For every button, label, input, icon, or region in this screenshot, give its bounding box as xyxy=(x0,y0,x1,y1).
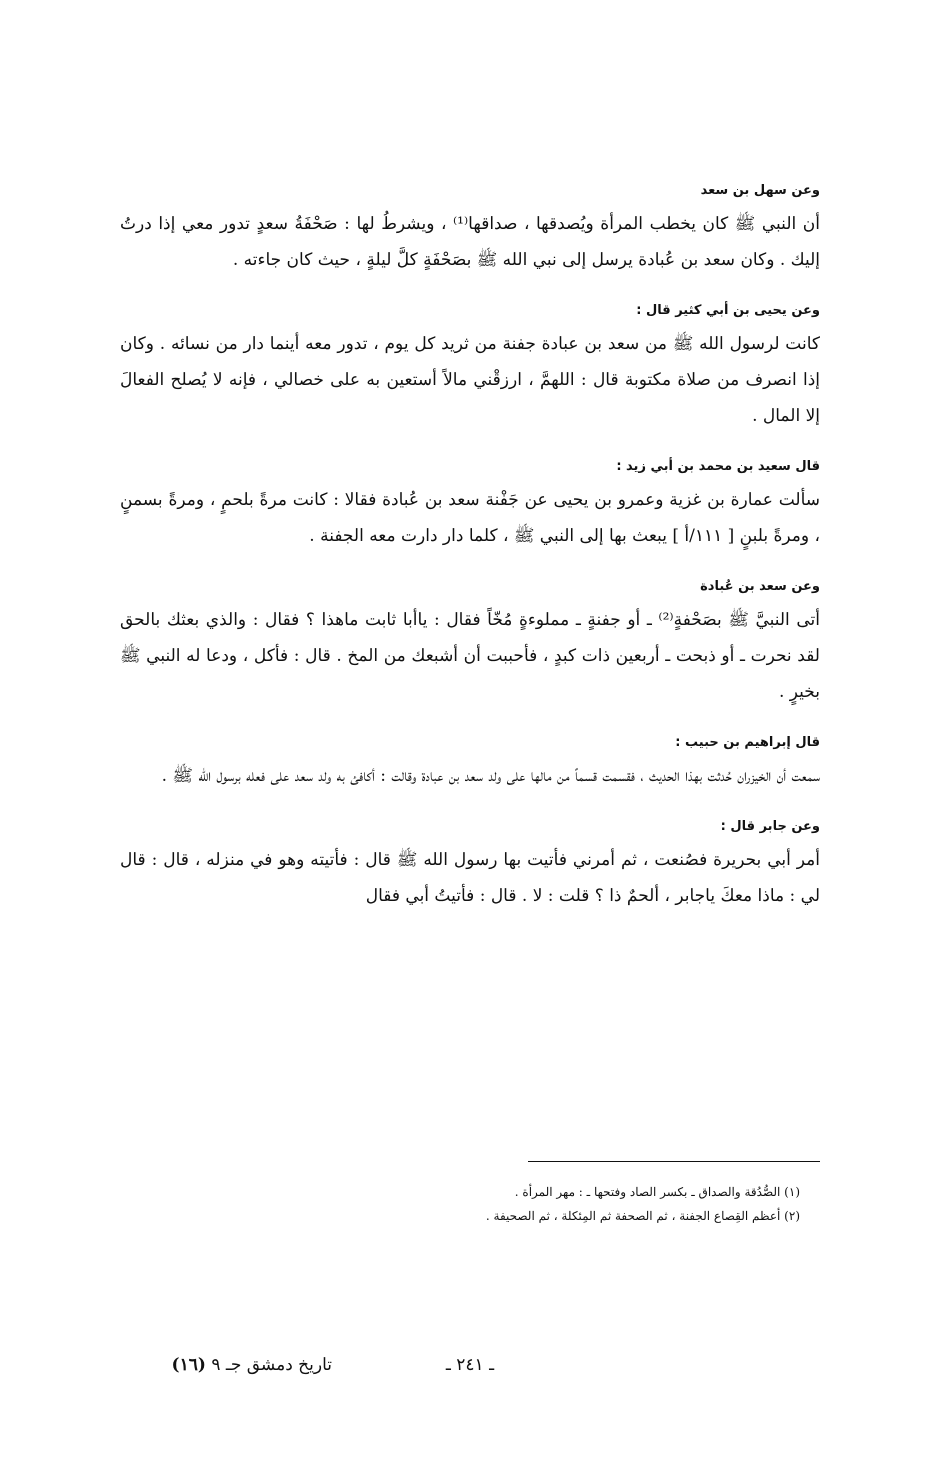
section-text: أمر أبي بحريرة فصُنعت ، ثم أمرني فأتيت بها رسول الله ﷺ قال : فأتيته وهو في منزله ، قال : قال لي : ماذا معكَ ياجابر ، ألحمٌ ذا ؟ قلت : لا . قال : فأتيتُ أبي فقال xyxy=(120,850,820,906)
footnote-2: (٢) أعظم القِصاع الجفنة ، ثم الصحفة ثم المِئكلة ، ثم الصحيفة . xyxy=(485,1209,800,1223)
section-text: أن النبي ﷺ كان يخطب المرأة ويُصدقها ، صداقها⁽¹⁾ ، ويشرطُ لها : صَحْفَةُ سعدٍ تدور معي إذا درتُ إليك . وكان سعد بن عُبادة يرسل إلى نبي الله ﷺ بصَحْفَةٍ كلَّ ليلةٍ ، حيث كان جاءته . xyxy=(120,214,820,270)
section-heading: وعن يحيى بن أبي كثير قال : xyxy=(636,303,820,318)
section-text: أتى النبيَّ ﷺ بصَحْفةٍ⁽²⁾ ـ أو جفنةٍ ـ مملوءةٍ مُخّاً فقال : ياأبا ثابت ماهذا ؟ فقال : والذي بعثك بالحق لقد نحرت ـ أو ذبحت ـ أربعين ذات كبدٍ ، فأحببت أن أشبعك من المخ . قال : فأكل ، ودعا له النبي ﷺ بخيرٍ . xyxy=(120,610,820,702)
section-sahl xyxy=(120,180,820,278)
section-ibrahim xyxy=(120,732,820,794)
section-heading: قال إبراهيم بن حبيب : xyxy=(675,735,820,750)
section-heading: قال سعيد بن محمد بن أبي زيد : xyxy=(616,459,820,474)
page-body xyxy=(120,180,820,936)
section-heading: وعن جابر قال : xyxy=(720,819,820,834)
footnote-divider xyxy=(528,1161,820,1162)
footnotes xyxy=(380,1180,800,1228)
section-said xyxy=(120,456,820,554)
section-jabir xyxy=(120,816,820,914)
section-saad xyxy=(120,576,820,710)
section-text: كانت لرسول الله ﷺ من سعد بن عبادة جفنة من ثريد كل يوم ، تدور معه أينما دار من نسائه . وكان إذا انصرف من صلاة مكتوبة قال : اللهمَّ ، ارزقْني مالاً أستعين به على خصالي ، فإنه لا يُصلح الفعالَ إلا المال . xyxy=(120,334,820,426)
book-title: تاريخ دمشق جـ ٩ xyxy=(211,1355,332,1375)
section-yahya xyxy=(120,300,820,434)
signature-number: (١٦) xyxy=(171,1355,206,1375)
section-text: سألت عمارة بن غزية وعمرو بن يحيى عن جَفْنة سعد بن عُبادة فقالا : كانت مرةً بلحمٍ ، ومرةً بسمنٍ ، ومرةً بلبنٍ [ ١١١/أ ] يبعث بها إلى النبي ﷺ ، كلما دار دارت معه الجفنة . xyxy=(120,490,820,546)
page-number: ـ ٢٤١ ـ xyxy=(445,1355,495,1375)
section-heading: وعن سهل بن سعد xyxy=(700,183,820,198)
section-heading: وعن سعد بن عُبادة xyxy=(700,579,820,594)
section-text: سمعت أن الخيزران حُدثت بهذا الحديث ، فقسمت قسماً من مالها على ولد سعد بن عبادة وقالت : أكافئ به ولد سعد على فعله برسول الله ﷺ . xyxy=(161,766,820,786)
book-signature xyxy=(132,1350,332,1380)
footnote-1: (١) الصُّدُقة والصداق ـ بكسر الصاد وفتحها ـ : مهر المرأة . xyxy=(514,1185,800,1199)
